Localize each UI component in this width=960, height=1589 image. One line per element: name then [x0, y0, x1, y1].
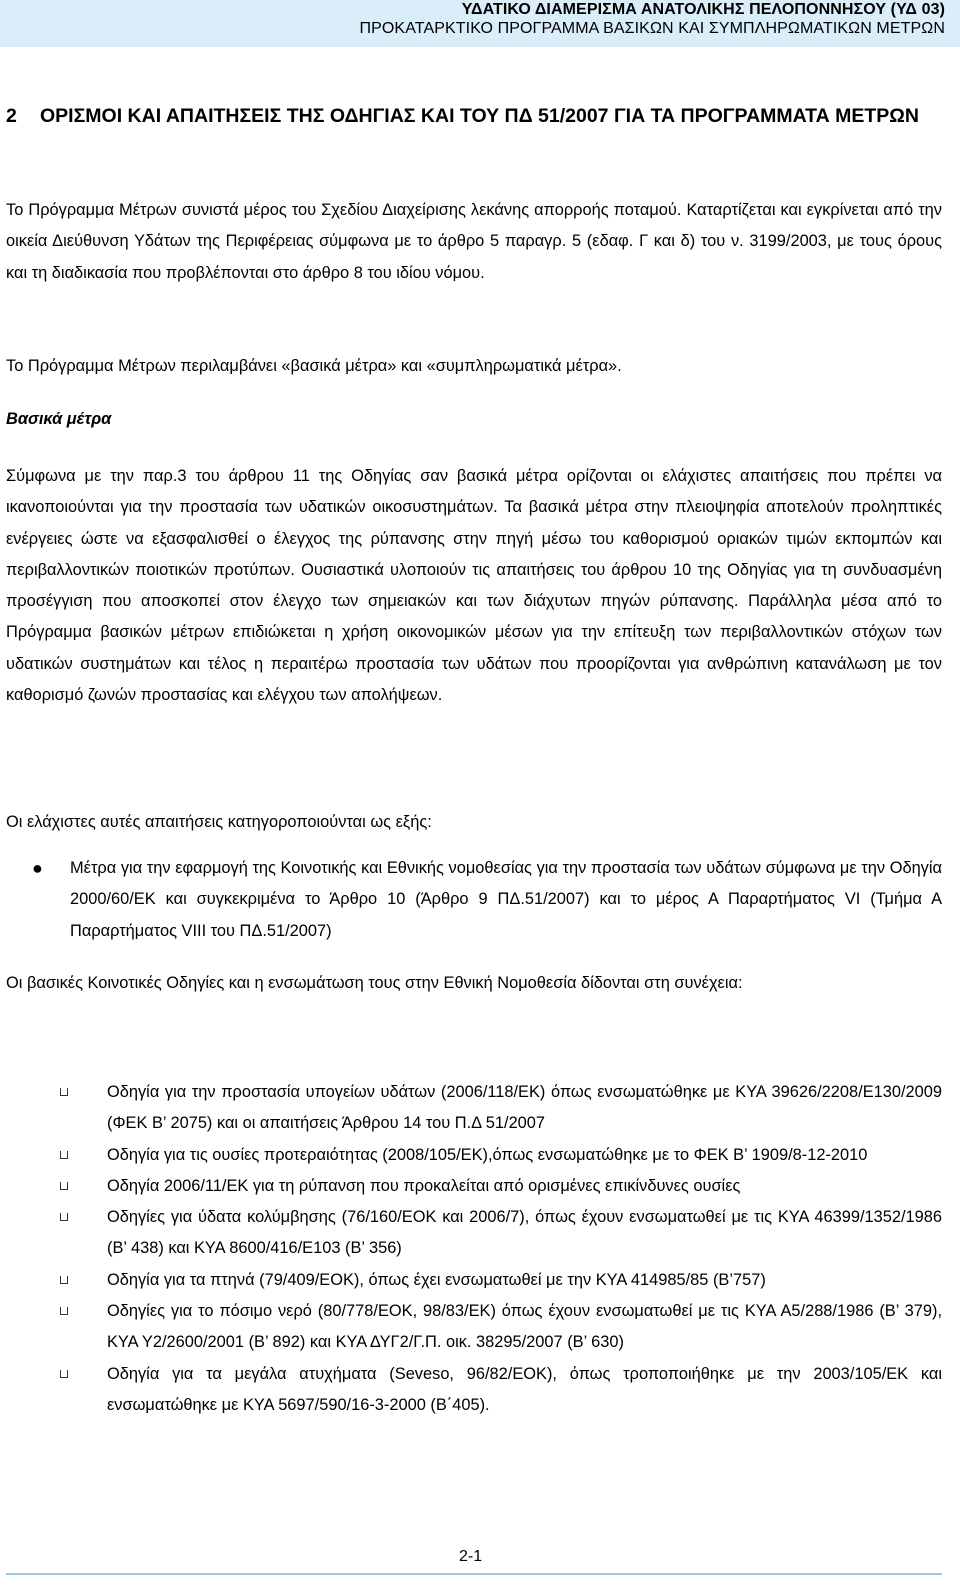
directives-intro-paragraph: Οι βασικές Κοινοτικές Οδηγίες και η ενσωμάτωση τους στην Εθνική Νομοθεσία δίδονται στη συνέχεια: [6, 974, 743, 992]
section-heading [6, 100, 941, 132]
bullet-text: Μέτρα για την εφαρμογή της Κοινοτικής και Εθνικής νομοθεσίας για την προστασία των υδάτων σύμφωνα με την Οδηγία 2000/60/ΕΚ και συγκεκριμένα το Άρθρο 10 (Άρθρο 9 ΠΔ.51/2007) και το μέρος Α Παραρτήματος VI (Τμήμα Α Παραρτήματος VIII του ΠΔ.51/2007) [70, 859, 942, 940]
categorized-paragraph: Οι ελάχιστες αυτές απαιτήσεις κατηγοροποιούνται ως εξής: [6, 813, 432, 831]
list-item [6, 1296, 942, 1359]
bracket-bullet-icon [60, 1213, 68, 1221]
list-item-text: Οδηγίες για ύδατα κολύμβησης (76/160/ΕΟΚ και 2006/7), όπως έχουν ενσωματωθεί με τις ΚΥΑ 46399/1352/1986 (Β’ 438) και ΚΥΑ 8600/416/Ε103 (Β’ 356) [107, 1208, 942, 1258]
page-header [0, 0, 960, 47]
subheading-basic-measures: Βασικά μέτρα [6, 410, 112, 428]
bullet-dot-icon: ● [32, 858, 43, 878]
header-subtitle: ΠΡΟΚΑΤΑΡΚΤΙΚΟ ΠΡΟΓΡΑΜΜΑ ΒΑΣΙΚΩΝ ΚΑΙ ΣΥΜΠΛΗΡΩΜΑΤΙΚΩΝ ΜΕΤΡΩΝ [359, 20, 945, 37]
list-item [6, 1171, 942, 1202]
directives-list [6, 1077, 942, 1421]
list-item-text: Οδηγία για τα μεγάλα ατυχήματα (Seveso, 96/82/ΕΟΚ), όπως τροποποιήθηκε με την 2003/105/ΕΚ και ενσωματώθηκε με ΚΥΑ 5697/590/16-3-2000 (Β΄405). [107, 1364, 942, 1414]
list-item-text: Οδηγίες για το πόσιμο νερό (80/778/ΕΟΚ, 98/83/ΕΚ) όπως έχουν ενσωματωθεί με τις ΚΥΑ Α5/288/1986 (Β’ 379), ΚΥΑ Υ2/2600/2001 (Β’ 892) και ΚΥΑ ΔΥΓ2/Γ.Π. οικ. 38295/2007 (Β’ 630) [107, 1302, 942, 1352]
list-item [6, 1359, 942, 1422]
bracket-bullet-icon [60, 1276, 68, 1284]
list-item-text: Οδηγία για τις ουσίες προτεραιότητας (2008/105/ΕΚ),όπως ενσωματώθηκε με το ΦΕΚ Β’ 1909/8-12-2010 [107, 1145, 868, 1164]
page-number: 2-1 [459, 1548, 483, 1565]
bracket-bullet-icon [60, 1182, 68, 1190]
list-item [6, 1140, 942, 1171]
list-item-text: Οδηγία για τα πτηνά (79/409/ΕΟΚ), όπως έχει ενσωματωθεί με την ΚΥΑ 414985/85 (Β’757) [107, 1270, 766, 1289]
list-item [6, 1265, 942, 1296]
footer-divider [6, 1573, 942, 1575]
section-title: ΟΡΙΣΜΟΙ ΚΑΙ ΑΠΑΙΤΗΣΕΙΣ ΤΗΣ ΟΔΗΓΙΑΣ ΚΑΙ ΤΟΥ ΠΔ 51/2007 ΓΙΑ ΤΑ ΠΡΟΓΡΑΜΜΑΤΑ ΜΕΤΡΩΝ [40, 105, 919, 127]
list-item-text: Οδηγία για την προστασία υπογείων υδάτων (2006/118/ΕΚ) όπως ενσωματώθηκε με ΚΥΑ 39626/2208/Ε130/2009 (ΦΕΚ Β’ 2075) και οι απαιτήσεις Άρθρου 14 του Π.Δ 51/2007 [107, 1083, 942, 1133]
bracket-bullet-icon [60, 1151, 68, 1159]
basic-measures-paragraph: Σύμφωνα με την παρ.3 του άρθρου 11 της Οδηγίας σαν βασικά μέτρα ορίζονται οι ελάχιστες απαιτήσεις που πρέπει να ικανοποιούνται για την προστασία των υδατικών οικοσυστημάτων. Τα βασικά μέτρα στην πλειοψηφία αποτελούν προληπτικές ενέργειες ώστε να εξασφαλισθεί ο έλεγχος της ρύπανσης στην πηγή μέσω του καθορισμού οριακών τιμών εκπομπών και περιβαλλοντικών ποιοτικών προτύπων. Ουσιαστικά υλοποιούν τις απαιτήσεις του άρθρου 10 της Οδηγίας για τη συνδυασμένη προσέγγιση που αποσκοπεί στον έλεγχο των σημειακών και των διάχυτων πηγών ρύπανσης. Παράλληλα μέσα από το Πρόγραμμα βασικών μέτρων επιδιώκεται η χρήση οικονομικών μέσων για την επίτευξη των περιβαλλοντικών στόχων των υδατικών συστημάτων και τέλος η περαιτέρω προστασία των υδάτων που προορίζονται για ανθρώπινη κατανάλωση με τον καθορισμό ζωνών προστασίας και ελέγχου των απολήψεων. [6, 467, 942, 705]
includes-paragraph: Το Πρόγραμμα Μέτρων περιλαμβάνει «βασικά μέτρα» και «συμπληρωματικά μέτρα». [6, 357, 622, 375]
list-item [6, 1077, 942, 1140]
bracket-bullet-icon [60, 1307, 68, 1315]
list-item-text: Οδηγία 2006/11/ΕΚ για τη ρύπανση που προκαλείται από ορισμένες επικίνδυνες ουσίες [107, 1176, 741, 1195]
bracket-bullet-icon [60, 1370, 68, 1378]
header-title: ΥΔΑΤΙΚΟ ΔΙΑΜΕΡΙΣΜΑ ΑΝΑΤΟΛΙΚΗΣ ΠΕΛΟΠΟΝΝΗΣΟΥ (ΥΔ 03) [461, 1, 945, 18]
bullet-item [6, 853, 942, 947]
list-item [6, 1202, 942, 1265]
section-number: 2 [6, 105, 17, 127]
bracket-bullet-icon [60, 1088, 68, 1096]
intro-paragraph: Το Πρόγραμμα Μέτρων συνιστά μέρος του Σχεδίου Διαχείρισης λεκάνης απορροής ποταμού. Καταρτίζεται και εγκρίνεται από την οικεία Διεύθυνση Υδάτων της Περιφέρειας σύμφωνα με το άρθρο 5 παραγρ. 5 (εδαφ. Γ και δ) του ν. 3199/2003, με τους όρους και τη διαδικασία που προβλέπονται στο άρθρο 8 του ιδίου νόμου. [6, 201, 942, 282]
